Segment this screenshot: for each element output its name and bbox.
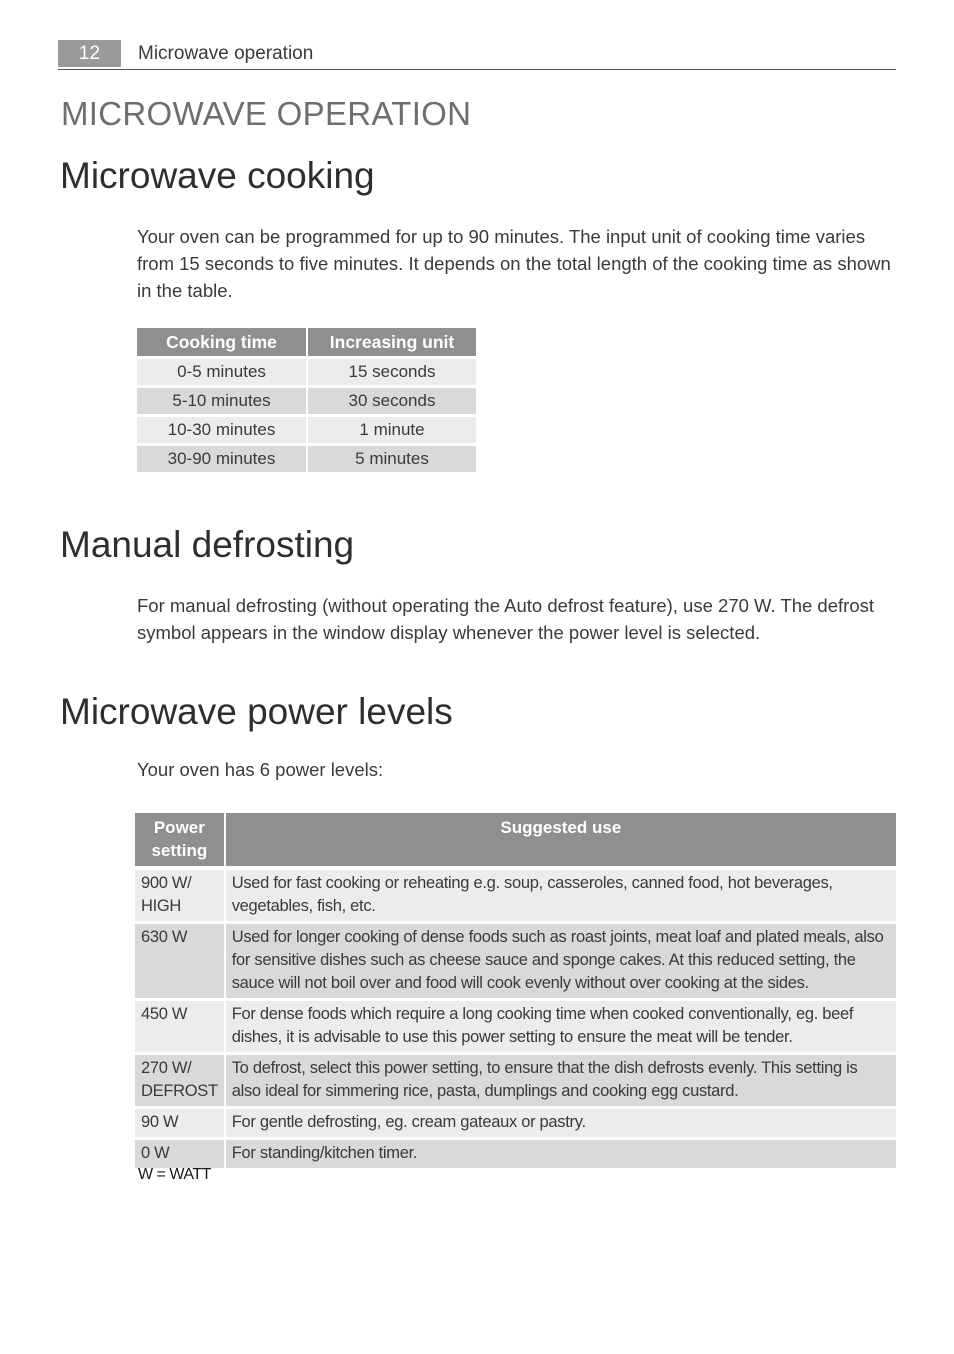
table-row	[135, 1140, 896, 1171]
column-header: Increasing unit	[308, 328, 476, 356]
power-setting-cell: 450 W	[135, 1001, 226, 1055]
table-row	[135, 1001, 896, 1055]
table-cell: 5 minutes	[308, 443, 476, 472]
running-header-title: Microwave operation	[138, 43, 314, 64]
suggested-use-cell: For dense foods which require a long cooking time when cooked conventionally, eg. beef dishes, it is advisable to use this power setting to ensure the meat will be tender.	[226, 1001, 896, 1055]
power-levels-table	[135, 813, 896, 1171]
table-cell: 5-10 minutes	[137, 385, 308, 414]
suggested-use-cell: To defrost, select this power setting, to ensure that the dish defrosts evenly. This setting is also ideal for simmering rice, pasta, dumplings and cooking egg custard.	[226, 1055, 896, 1109]
table-row	[137, 414, 476, 443]
table-row	[135, 870, 896, 924]
power-setting-cell: 900 W/ HIGH	[135, 870, 226, 924]
cooking-time-table	[137, 328, 476, 472]
suggested-use-cell: Used for fast cooking or reheating e.g. soup, casseroles, canned food, hot beverages, vegetables, fish, etc.	[226, 870, 896, 924]
power-levels-intro: Your oven has 6 power levels:	[137, 759, 384, 780]
table-row	[137, 385, 476, 414]
table-cell: 0-5 minutes	[137, 356, 308, 385]
table-row	[135, 924, 896, 1001]
table-row	[135, 1055, 896, 1109]
table-cell: 30-90 minutes	[137, 443, 308, 472]
table-cell: 1 minute	[308, 414, 476, 443]
chapter-title: MICROWAVE OPERATION	[61, 95, 472, 132]
header-divider	[58, 69, 896, 70]
table-row	[137, 356, 476, 385]
manual-defrosting-paragraph: For manual defrosting (without operating the Auto defrost feature), use 270 W. The defrost symbol appears in the window display whenever the power level is selected.	[137, 595, 874, 643]
suggested-use-cell: For gentle defrosting, eg. cream gateaux or pastry.	[226, 1109, 896, 1140]
power-setting-cell: 0 W	[135, 1140, 226, 1171]
suggested-use-cell: For standing/kitchen timer.	[226, 1140, 896, 1171]
table-header-row	[137, 328, 476, 356]
column-header: Power setting	[135, 813, 226, 870]
section-title-microwave-cooking: Microwave cooking	[60, 155, 375, 196]
table-cell: 10-30 minutes	[137, 414, 308, 443]
table-cell: 30 seconds	[308, 385, 476, 414]
table-header-row	[135, 813, 896, 870]
power-setting-cell: 630 W	[135, 924, 226, 1001]
column-header: Cooking time	[137, 328, 308, 356]
section-title-manual-defrosting: Manual defrosting	[60, 524, 355, 565]
power-setting-cell: 90 W	[135, 1109, 226, 1140]
table-row	[137, 443, 476, 472]
table-row	[135, 1109, 896, 1140]
power-setting-cell: 270 W/ DEFROST	[135, 1055, 226, 1109]
suggested-use-cell: Used for longer cooking of dense foods such as roast joints, meat loaf and plated meals, also for sensitive dishes such as cheese sauce and sponge cakes. At this reduced setting, the sauce will not boil over and food will cook evenly without over cooking at the sides.	[226, 924, 896, 1001]
unit-footnote: W = WATT	[138, 1166, 211, 1183]
page-number: 12	[58, 40, 121, 67]
microwave-cooking-paragraph: Your oven can be programmed for up to 90 minutes. The input unit of cooking time varies from 15 seconds to five minutes. It depends on the total length of the cooking time as shown in the table.	[137, 226, 891, 301]
section-title-power-levels: Microwave power levels	[60, 691, 453, 732]
table-cell: 15 seconds	[308, 356, 476, 385]
column-header: Suggested use	[226, 813, 896, 870]
